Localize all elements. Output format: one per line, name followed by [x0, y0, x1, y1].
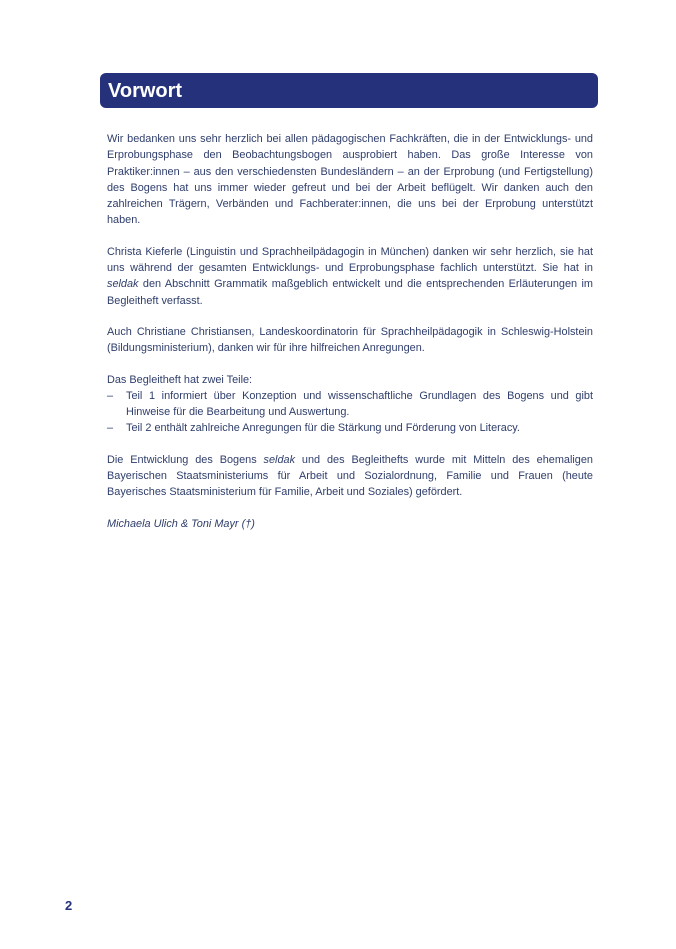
paragraph-kieferle-part1: Christa Kieferle (Linguistin und Sprachheilpädagogin in München) danken wir sehr herzlich, sie hat uns während der gesamten Entwicklungs- und Erprobungsphase fachlich unterstützt. Sie hat in	[107, 245, 593, 275]
list-item	[107, 420, 593, 436]
signature: Michaela Ulich & Toni Mayr (†)	[107, 517, 255, 530]
dash-bullet: –	[107, 422, 114, 435]
paragraph-christiansen: Auch Christiane Christiansen, Landeskoordinatorin für Sprachheilpädagogik in Schleswig-Holstein (Bildungsministerium), danken wir für ihre hilfreichen Anregungen.	[107, 325, 593, 355]
list-item-text: Teil 1 informiert über Konzeption und wissenschaftliche Grundlagen des Bogens und gibt Hinweise für die Bearbeitung und Auswertung.	[126, 389, 593, 419]
paragraph-funding	[107, 452, 593, 501]
dash-bullet: –	[107, 389, 114, 402]
list-item-text: Teil 2 enthält zahlreiche Anregungen für die Stärkung und Förderung von Literacy.	[126, 422, 520, 435]
paragraph-kieferle	[107, 244, 593, 309]
title-bar	[100, 73, 598, 108]
paragraph-funding-part2: und des Begleithefts wurde mit Mitteln des ehemaligen Bayerischen Staatsministeriums für Arbeit und Sozialordnung, Familie und Frauen (heute Bayerisches Staatsministerium für Familie, Arbeit und Soziales) gefördert.	[107, 453, 593, 499]
paragraph-thanks: Wir bedanken uns sehr herzlich bei allen pädagogischen Fachkräften, die in der Entwicklungs- und Erprobungsphase den Beobachtungsbogen ausprobiert haben. Das große Interesse von Praktiker:innen – aus den verschiedensten Bundesländern – an der Erprobung (und Fertigstellung) des Bogens hat uns immer wieder gefreut und bei der Arbeit beflügelt. Wir danken auch den zahlreichen Trägern, Verbänden und Fachberater:innen, die uns bei der Erprobung unterstützt haben.	[107, 133, 593, 227]
page-title: Vorwort	[108, 80, 183, 102]
parts-list	[107, 388, 593, 437]
list-item	[107, 388, 593, 421]
document-body	[107, 131, 593, 532]
paragraph-funding-part1: Die Entwicklung des Bogens	[107, 453, 264, 466]
page-number: 2	[65, 898, 73, 913]
seldak-emphasis: seldak	[263, 453, 296, 466]
paragraph-parts-intro: Das Begleitheft hat zwei Teile:	[107, 373, 253, 386]
paragraph-kieferle-part2: den Abschnitt Grammatik maßgeblich entwickelt und die entsprechenden Erläuterungen im Begleitheft verfasst.	[107, 278, 593, 307]
seldak-emphasis: seldak	[107, 278, 139, 291]
